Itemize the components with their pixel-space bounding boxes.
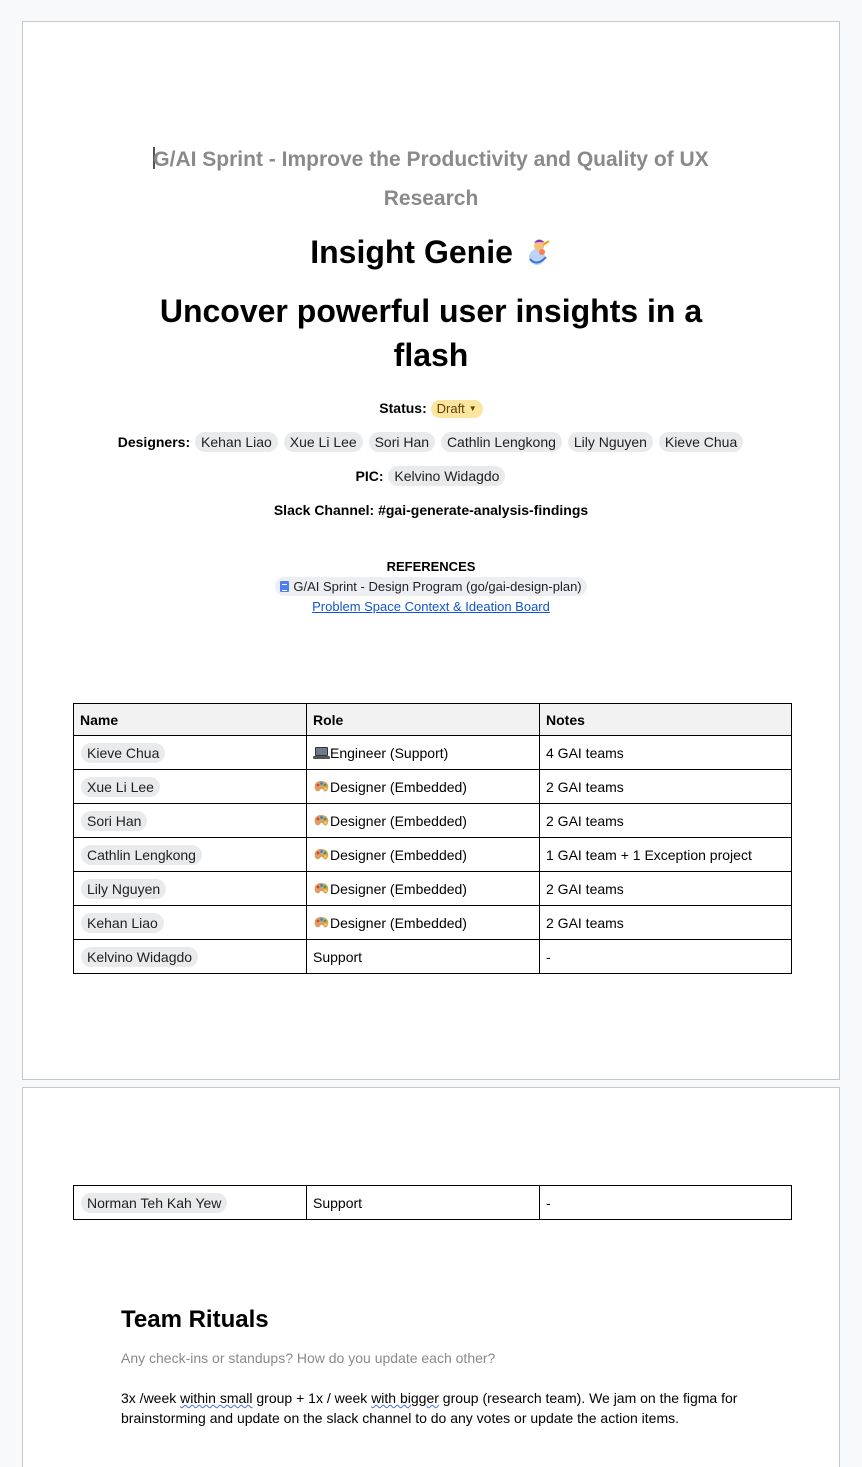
team-table-continued (73, 1185, 792, 1220)
notes-cell[interactable]: 1 GAI team + 1 Exception project (540, 838, 792, 872)
designers-label: Designers: (117, 434, 191, 450)
palette-icon (313, 916, 330, 930)
column-header-notes[interactable]: Notes (540, 704, 792, 736)
team-rituals-body[interactable]: 3x /week within small group + 1x / week with bigger group (research team). We jam on the figma for brainstorming and update on the slack channel to do any votes or update the action items. (121, 1390, 738, 1426)
person-chip[interactable]: Cathlin Lengkong (81, 845, 202, 865)
name-cell[interactable] (74, 940, 307, 974)
notes-cell[interactable]: 4 GAI teams (540, 736, 792, 770)
name-cell[interactable] (74, 1186, 307, 1220)
document-page-2 (22, 1087, 840, 1467)
column-header-name[interactable]: Name (74, 704, 307, 736)
role-cell[interactable]: Designer (Embedded) (307, 906, 540, 940)
table-row (74, 872, 792, 906)
person-chip[interactable]: Kehan Liao (195, 432, 278, 452)
person-chip[interactable]: Xue Li Lee (284, 432, 363, 452)
person-chip[interactable]: Norman Teh Kah Yew (81, 1193, 227, 1213)
notes-cell[interactable]: 2 GAI teams (540, 770, 792, 804)
person-chip[interactable]: Kehan Liao (81, 913, 164, 933)
palette-icon (313, 814, 330, 828)
spellcheck-underline[interactable]: with bigger (371, 1390, 439, 1406)
references-heading: REFERENCES (386, 559, 476, 574)
table-header-row (74, 704, 792, 736)
table-row (74, 770, 792, 804)
role-cell[interactable]: Designer (Embedded) (307, 770, 540, 804)
palette-icon (313, 848, 330, 862)
doc-title[interactable]: Insight Genie (23, 230, 839, 274)
role-cell[interactable]: Engineer (Support) (307, 736, 540, 770)
pic-label: PIC: (355, 468, 384, 484)
name-cell[interactable] (74, 838, 307, 872)
name-cell[interactable] (74, 736, 307, 770)
ideation-board-link[interactable]: Problem Space Context & Ideation Board (312, 599, 550, 614)
pic-row (23, 466, 839, 486)
person-chip[interactable]: Kelvino Widagdo (388, 466, 505, 486)
designers-row (23, 432, 839, 452)
slack-channel-text[interactable]: Slack Channel: #gai-generate-analysis-findings (273, 502, 589, 518)
doc-smart-chip[interactable]: G/AI Sprint - Design Program (go/gai-design-plan) (275, 577, 586, 596)
name-cell[interactable] (74, 906, 307, 940)
name-cell[interactable] (74, 770, 307, 804)
person-chip[interactable]: Kieve Chua (81, 743, 165, 763)
person-chip[interactable]: Lily Nguyen (568, 432, 653, 452)
notes-cell[interactable]: 2 GAI teams (540, 804, 792, 838)
status-row (23, 398, 839, 418)
doc-icon (280, 581, 289, 592)
team-rituals-prompt[interactable]: Any check-ins or standups? How do you update each other? (121, 1350, 496, 1366)
genie-icon (522, 237, 552, 267)
notes-cell[interactable]: 2 GAI teams (540, 906, 792, 940)
laptop-icon (313, 746, 330, 760)
status-label: Status: (379, 400, 427, 416)
table-row (74, 838, 792, 872)
person-chip[interactable]: Sori Han (369, 432, 435, 452)
team-rituals-heading[interactable]: Team Rituals (121, 1306, 269, 1333)
person-chip[interactable]: Lily Nguyen (81, 879, 166, 899)
palette-icon (313, 882, 330, 896)
notes-cell[interactable]: 2 GAI teams (540, 872, 792, 906)
doc-tagline[interactable]: Uncover powerful user insights in a flash (159, 293, 703, 373)
person-chip[interactable]: Xue Li Lee (81, 777, 160, 797)
table-row (74, 906, 792, 940)
document-page-1 (22, 21, 840, 1080)
table-row (74, 940, 792, 974)
table-row (74, 1186, 792, 1220)
column-header-role[interactable]: Role (307, 704, 540, 736)
team-table (73, 703, 792, 974)
person-chip[interactable]: Sori Han (81, 811, 147, 831)
person-chip[interactable]: Cathlin Lengkong (441, 432, 562, 452)
status-dropdown[interactable]: Draft ▼ (431, 400, 483, 418)
table-row (74, 736, 792, 770)
person-chip[interactable]: Kelvino Widagdo (81, 947, 198, 967)
name-cell[interactable] (74, 872, 307, 906)
slack-channel-row (23, 500, 839, 520)
notes-cell[interactable]: - (540, 940, 792, 974)
person-chip[interactable]: Kieve Chua (659, 432, 743, 452)
doc-subtitle[interactable]: G/AI Sprint - Improve the Productivity and Quality of UX Research (153, 148, 709, 210)
role-cell[interactable]: Support (307, 940, 540, 974)
palette-icon (313, 780, 330, 794)
role-cell[interactable]: Designer (Embedded) (307, 838, 540, 872)
notes-cell[interactable]: - (540, 1186, 792, 1220)
chevron-down-icon: ▼ (468, 404, 477, 413)
role-cell[interactable]: Support (307, 1186, 540, 1220)
role-cell[interactable]: Designer (Embedded) (307, 872, 540, 906)
name-cell[interactable] (74, 804, 307, 838)
spellcheck-underline[interactable]: within small (180, 1390, 253, 1406)
references-section (23, 557, 839, 617)
role-cell[interactable]: Designer (Embedded) (307, 804, 540, 838)
table-row (74, 804, 792, 838)
